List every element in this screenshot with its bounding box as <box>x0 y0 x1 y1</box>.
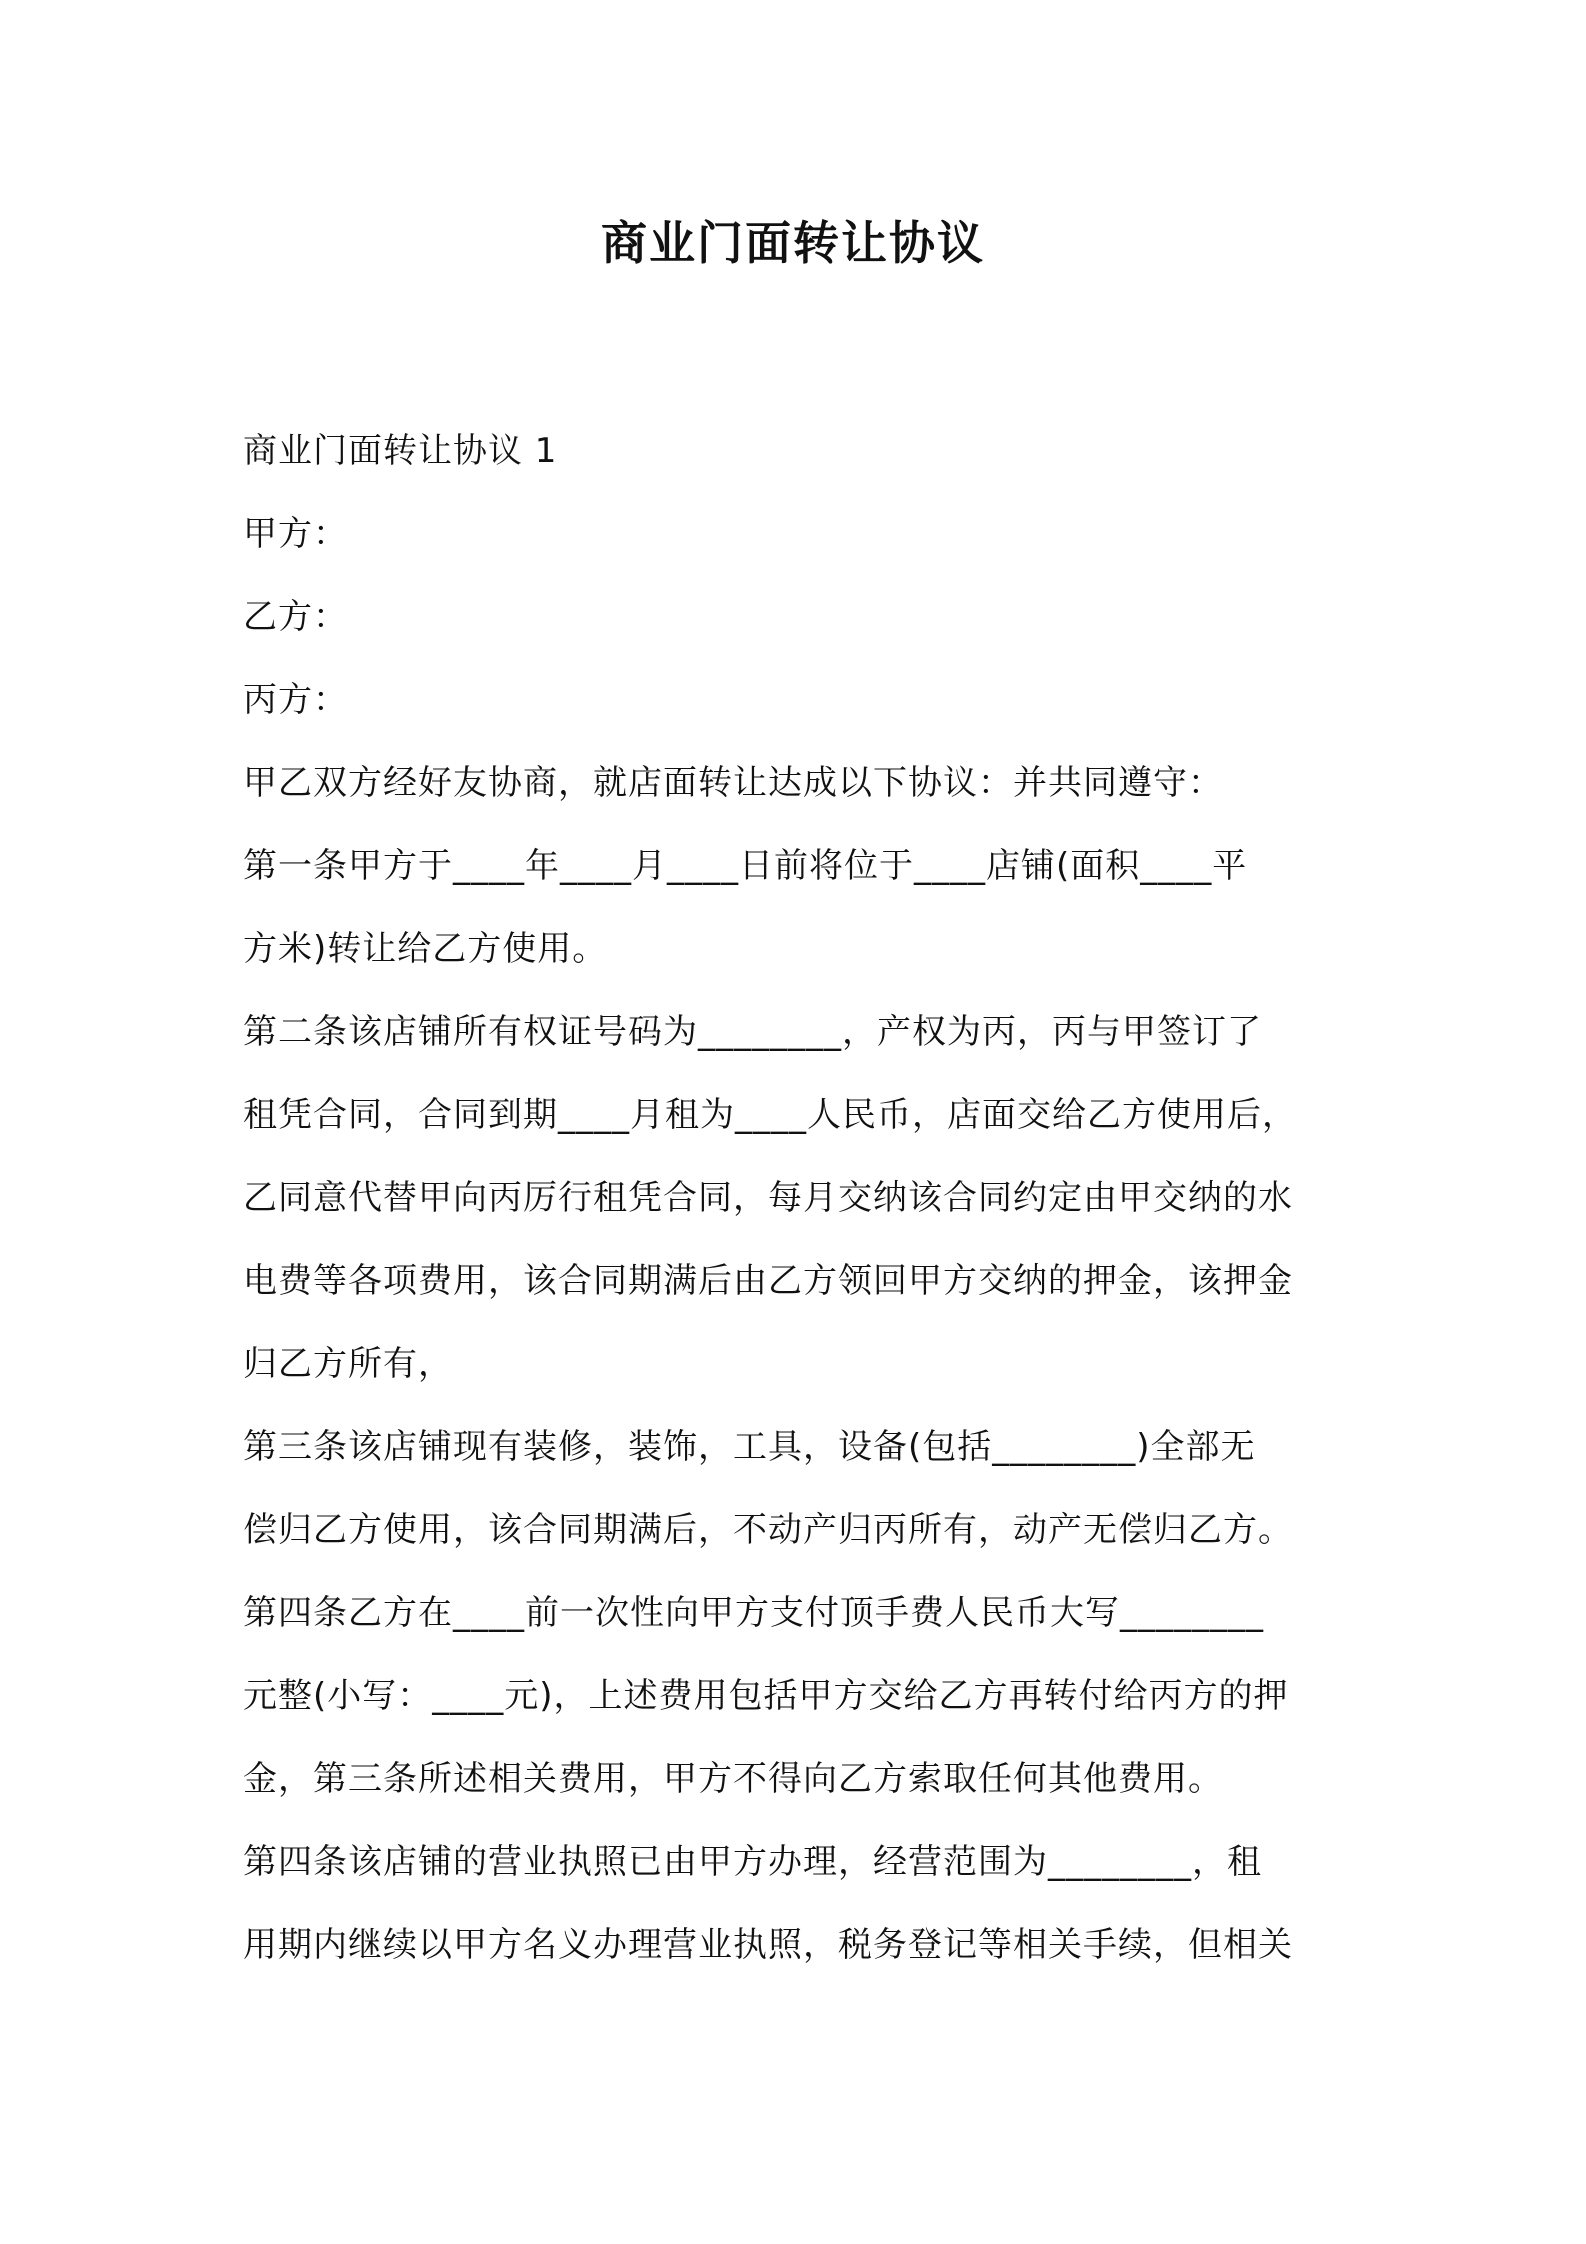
party-b-line: 乙方： <box>243 597 348 637</box>
article-2-line-4: 电费等各项费用，该合同期满后由乙方领回甲方交纳的押金，该押金 <box>243 1261 1293 1301</box>
article-4a-line-3: 金，第三条所述相关费用，甲方不得向乙方索取任何其他费用。 <box>243 1759 1223 1799</box>
article-2-line-2: 租凭合同，合同到期____月租为____人民币，店面交给乙方使用后， <box>243 1095 1297 1135</box>
article-1-line-1: 第一条甲方于____年____月____日前将位于____店铺(面积____平 <box>243 846 1248 886</box>
article-4b-line-2: 用期内继续以甲方名义办理营业执照，税务登记等相关手续，但相关 <box>243 1925 1293 1965</box>
party-a-line: 甲方： <box>243 514 348 554</box>
party-c-line: 丙方： <box>243 680 348 720</box>
article-1-line-2: 方米)转让给乙方使用。 <box>243 929 608 969</box>
article-3-line-1: 第三条该店铺现有装修，装饰，工具，设备(包括________)全部无 <box>243 1427 1256 1467</box>
document-title: 商业门面转让协议 <box>601 216 985 270</box>
article-2-line-5: 归乙方所有， <box>243 1344 453 1384</box>
article-3-line-2: 偿归乙方使用，该合同期满后，不动产归丙所有，动产无偿归乙方。 <box>243 1510 1293 1550</box>
article-4a-line-2: 元整(小写：____元)，上述费用包括甲方交给乙方再转付给丙方的押 <box>243 1676 1289 1716</box>
document-body <box>243 410 1363 1987</box>
intro-paragraph: 甲乙双方经好友协商，就店面转让达成以下协议：并共同遵守： <box>243 763 1223 803</box>
agreement-heading: 商业门面转让协议 1 <box>243 431 558 471</box>
article-4b-line-1: 第四条该店铺的营业执照已由甲方办理，经营范围为________，租 <box>243 1842 1262 1882</box>
article-4a-line-1: 第四条乙方在____前一次性向甲方支付顶手费人民币大写________ <box>243 1593 1264 1633</box>
article-2-line-3: 乙同意代替甲向丙厉行租凭合同，每月交纳该合同约定由甲交纳的水 <box>243 1178 1293 1218</box>
article-2-line-1: 第二条该店铺所有权证号码为________，产权为丙，丙与甲签订了 <box>243 1012 1262 1052</box>
